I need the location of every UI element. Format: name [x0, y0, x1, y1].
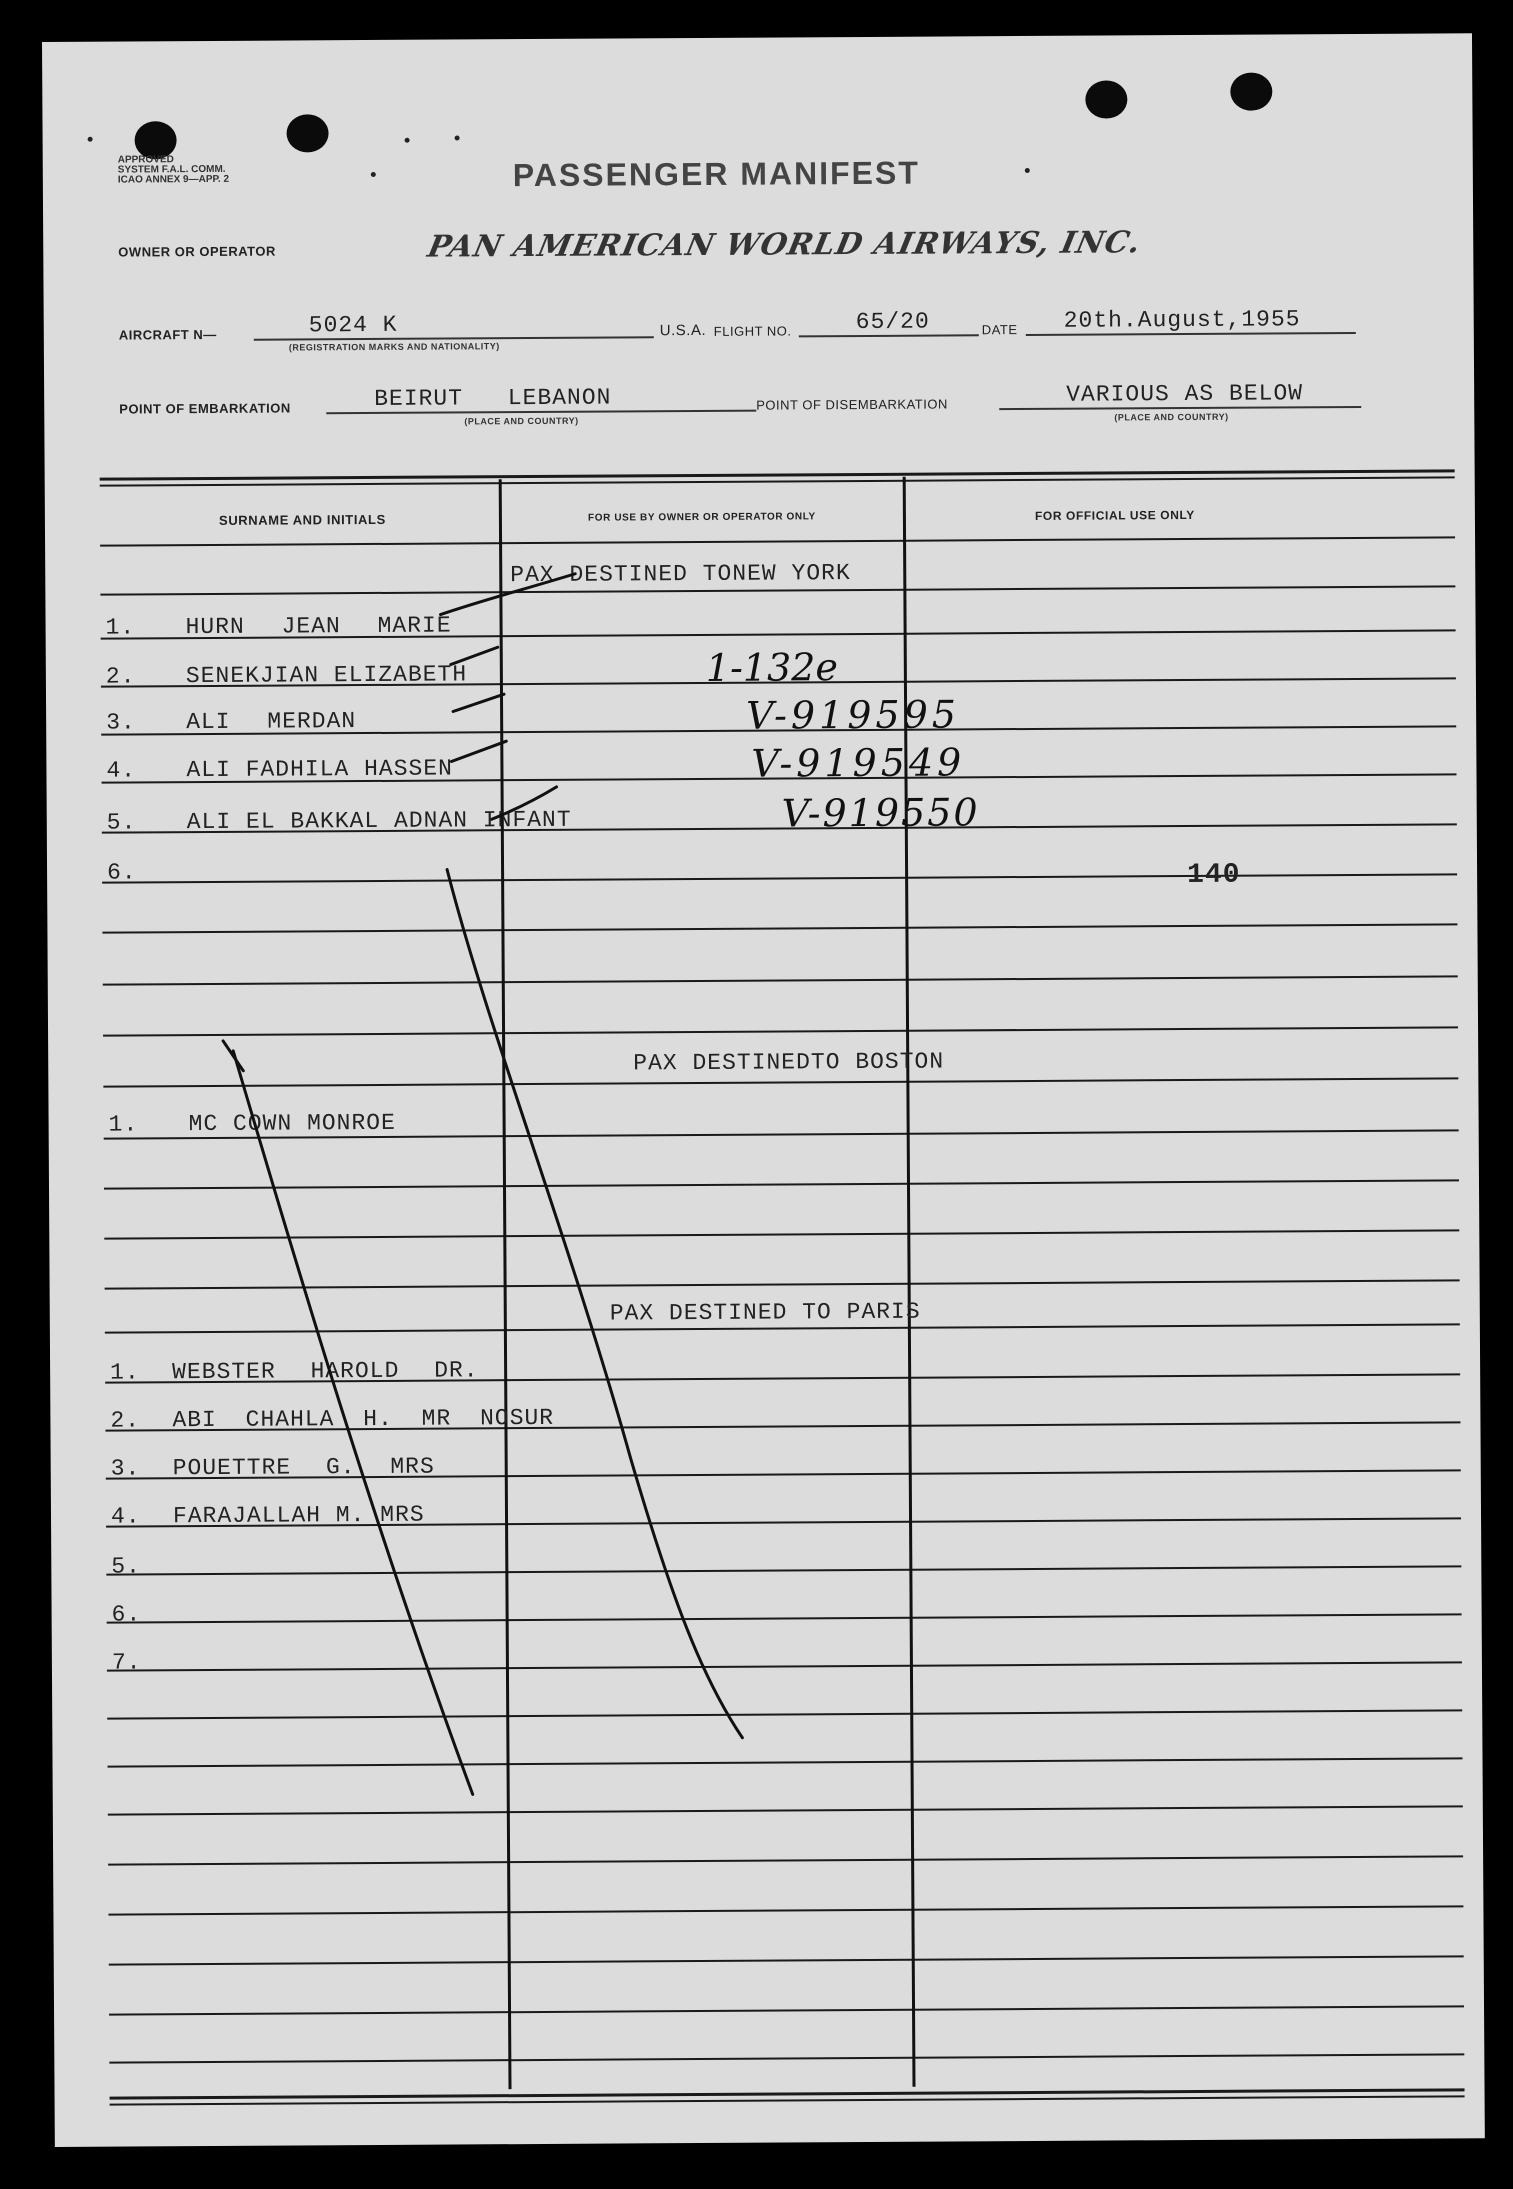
- row-number: 7.: [111, 1649, 142, 1676]
- passenger-name: ALI EL BAKKAL ADNAN INFANT: [186, 806, 572, 836]
- passenger-name: POUETTRE G. MRS: [172, 1453, 435, 1482]
- disembark-value: VARIOUS AS BELOW: [1066, 380, 1304, 408]
- aircraft-label: AIRCRAFT N—: [118, 326, 217, 343]
- official-number: 140: [1187, 859, 1241, 892]
- operator-name: PAN AMERICAN WORLD AIRWAYS, INC.: [424, 225, 1145, 265]
- aircraft-value: 5024 K: [308, 311, 398, 339]
- embark-label: POINT OF EMBARKATION: [119, 400, 291, 417]
- row-number: 3.: [106, 709, 136, 736]
- names-column-header: SURNAME AND INITIALS: [218, 511, 386, 528]
- row-number: 1.: [108, 1111, 139, 1138]
- embark-place-note: (PLACE AND COUNTRY): [464, 415, 579, 427]
- handwritten-note: 1-132e: [705, 645, 839, 690]
- destination-boston: PAX DESTINEDTO BOSTON: [633, 1048, 945, 1077]
- operator-column-header: FOR USE BY OWNER OR OPERATOR ONLY: [587, 511, 816, 524]
- handwritten-note: V-919595: [745, 692, 961, 738]
- row-number: 4.: [110, 1503, 141, 1530]
- manifest-sheet: [42, 33, 1485, 2147]
- passenger-name: ALI MERDAN: [186, 708, 357, 736]
- usa-label: U.S.A.: [659, 321, 707, 340]
- row-number: 2.: [105, 663, 136, 690]
- passenger-name: ABI CHAHLA H. MR NOSUR: [172, 1404, 555, 1434]
- approval-line: APPROVED: [117, 154, 174, 166]
- row-number: 6.: [111, 1601, 142, 1628]
- disembark-place-note: (PLACE AND COUNTRY): [1114, 411, 1229, 423]
- pen-marks: [42, 33, 1485, 2147]
- row-number: 1.: [105, 614, 136, 641]
- official-column-header: FOR OFFICIAL USE ONLY: [1034, 507, 1195, 523]
- destination-new-york: PAX DESTINED TONEW YORK: [510, 560, 851, 589]
- row-number: 6.: [106, 859, 137, 886]
- date-label: DATE: [981, 322, 1018, 338]
- page-title: PASSENGER MANIFEST: [512, 154, 920, 194]
- passenger-name: FARAJALLAH M. MRS: [172, 1501, 425, 1530]
- flight-label: FLIGHT NO.: [713, 323, 792, 339]
- registration-note: (REGISTRATION MARKS AND NATIONALITY): [288, 341, 500, 353]
- handwritten-note: V-919550: [781, 790, 980, 836]
- passenger-name: SENEKJIAN ELIZABETH: [185, 661, 468, 690]
- passenger-name: MC COWN MONROE: [188, 1109, 396, 1138]
- passenger-name: HURN JEAN MARIE: [185, 612, 452, 641]
- row-number: 5.: [106, 809, 137, 836]
- flight-value: 65/20: [855, 308, 930, 336]
- passenger-name: WEBSTER HAROLD DR.: [172, 1357, 479, 1386]
- owner-label: OWNER OR OPERATOR: [118, 243, 276, 260]
- row-number: 3.: [110, 1455, 141, 1482]
- approval-line: ICAO ANNEX 9—APP. 2: [117, 173, 230, 186]
- row-number: 4.: [106, 757, 137, 784]
- embark-value: BEIRUT LEBANON: [374, 384, 612, 412]
- row-number: 2.: [110, 1407, 141, 1434]
- approval-line: SYSTEM F.A.L. COMM.: [117, 163, 226, 176]
- row-number: 1.: [110, 1359, 140, 1386]
- disembark-label: POINT OF DISEMBARKATION: [756, 396, 948, 413]
- passenger-name: ALI FADHILA HASSEN: [186, 755, 453, 784]
- handwritten-note: V-919549: [751, 740, 966, 786]
- row-number: 5.: [111, 1553, 142, 1580]
- date-value: 20th.August,1955: [1063, 306, 1301, 334]
- destination-paris: PAX DESTINED TO PARIS: [609, 1298, 921, 1327]
